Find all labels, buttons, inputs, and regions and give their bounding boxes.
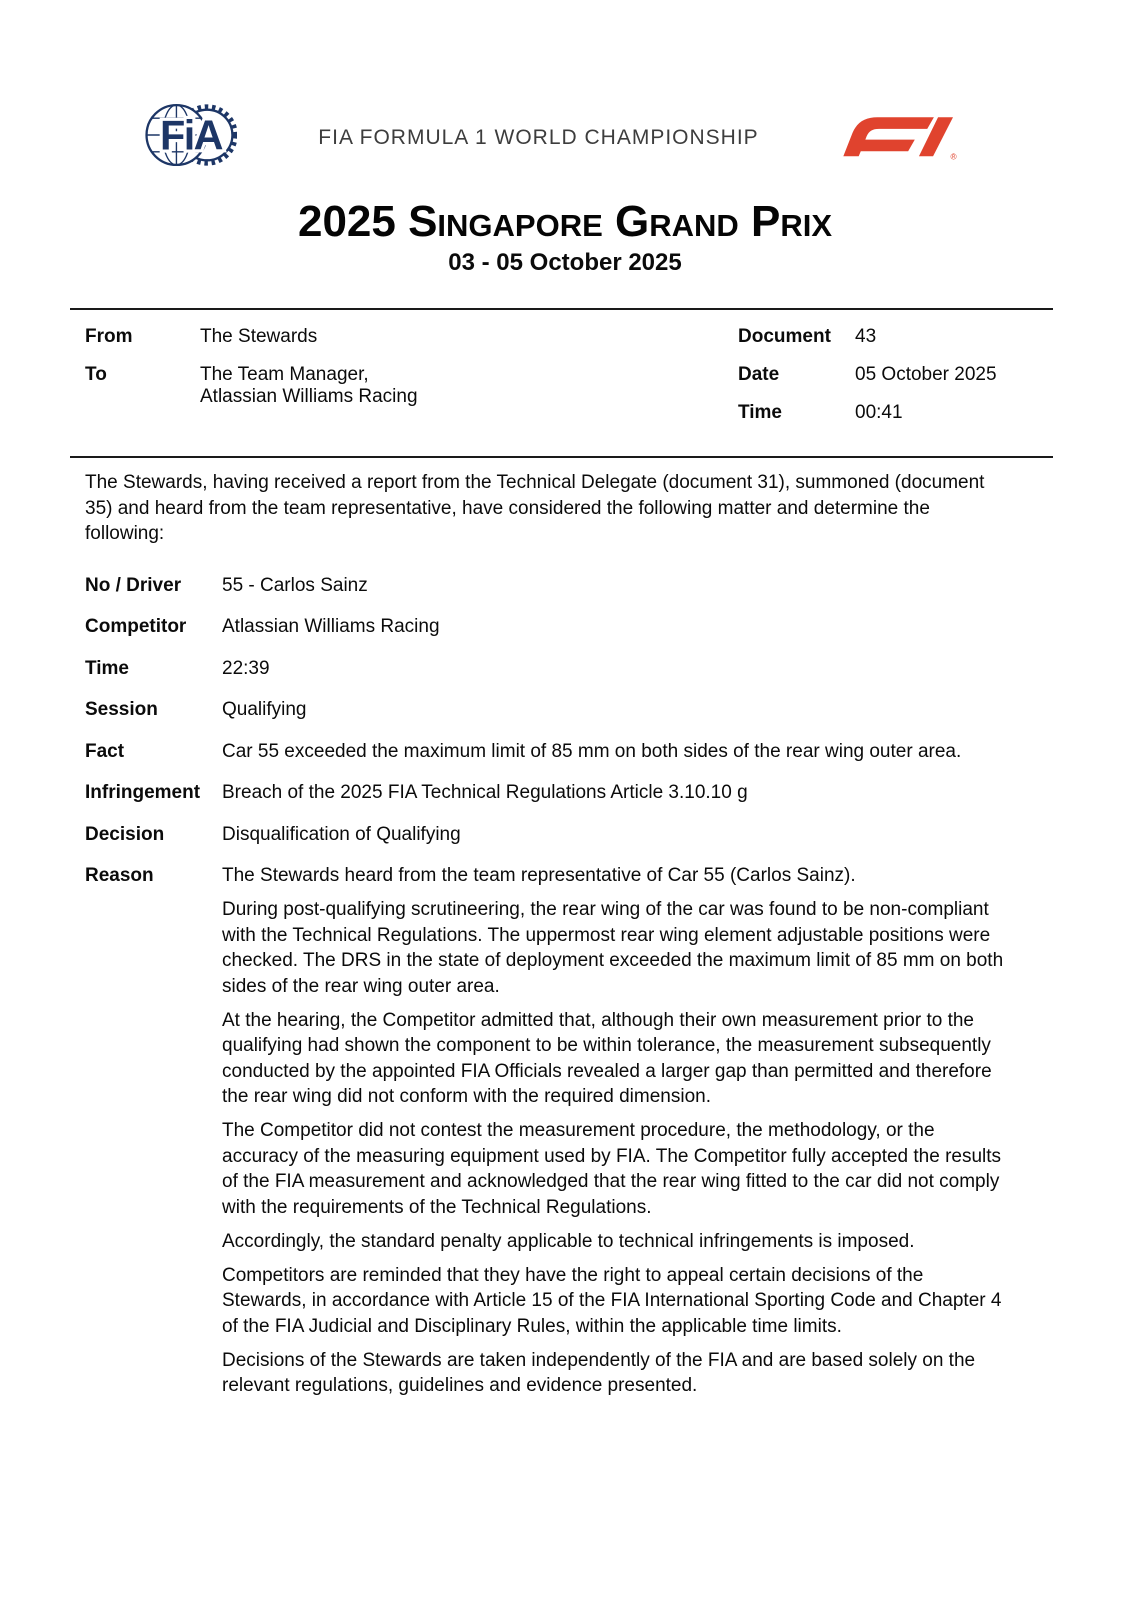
decision-value: Disqualification of Qualifying [222,823,461,845]
from-label: From [85,326,133,347]
document-label: Document [738,326,831,347]
reason-paragraph: Competitors are reminded that they have the right to appeal certain decisions of the Stewards, in accordance with Article 15 of the FIA International Sporting Code and Chapter 4 of the FIA Judicial and Disciplinary Rules, within the applicable time limits. [222,1264,1002,1337]
decision-label: Decision [85,823,165,845]
f1-registered-mark: ® [950,151,957,162]
meta-row-date [738,364,1130,386]
field-row-reason [85,863,1010,1399]
reason-value [222,863,1010,1399]
document-number: 43 [855,326,877,347]
field-row-competitor [85,614,1010,640]
date-label: Date [738,364,780,385]
to-value-line1: The Team Manager, [200,364,369,385]
date-value: 05 October 2025 [855,364,997,385]
decision-fields [85,573,1010,1399]
meta-row-to [85,364,738,408]
fact-label: Fact [85,740,125,762]
to-value [200,364,738,408]
session-label: Session [85,699,158,720]
field-row-fact [85,739,1010,765]
reason-paragraph: The Competitor did not contest the measurement procedure, the methodology, or the accuracy of the measuring equipment used by FIA. The Competitor fully accepted the results of the FIA measurement and acknowledged that the rear wing fitted to the car did not comply with the requirements of the Technical Regulations. [222,1120,1002,1218]
field-row-driver [85,573,1010,599]
page-title: 2025 Singapore Grand Prix [297,197,833,246]
field-row-infringement [85,780,1010,806]
divider-bottom [70,456,1053,458]
title-block [0,198,1130,277]
session-time-label: Time [85,657,130,679]
reason-paragraph: Accordingly, the standard penalty applicable to technical infringements is imposed. [222,1230,915,1252]
meta-left-column [85,326,738,440]
meta-section [0,310,1130,440]
fia-logo-letters: FiA [159,112,223,159]
competitor-value: Atlassian Williams Racing [222,616,440,637]
reason-paragraph: The Stewards heard from the team representative of Car 55 (Carlos Sainz). [222,865,856,886]
fact-value: Car 55 exceeded the maximum limit of 85 mm on both sides of the rear wing outer area. [222,740,962,762]
from-value: The Stewards [200,326,318,347]
field-row-session [85,697,1010,723]
infringement-label: Infringement [85,782,201,803]
reason-paragraph: Decisions of the Stewards are taken independently of the FIA and are based solely on the relevant regulations, guidelines and evidence presented. [222,1349,976,1396]
event-dates: 03 - 05 October 2025 [448,249,682,276]
intro-paragraph: The Stewards, having received a report from the Technical Delegate (document 31), summoned (document 35) and heard from the team representative, have considered the following matter and determine the following: [85,472,985,544]
reason-paragraph: During post-qualifying scrutineering, the rear wing of the car was found to be non-compliant with the Technical Regulations. The uppermost rear wing element adjustable positions were checked. The DRS in the state of deployment exceeded the maximum limit of 85 mm on both sides of the rear wing outer area. [222,899,1004,997]
reason-label: Reason [85,865,154,886]
infringement-value: Breach of the 2025 FIA Technical Regulations Article 3.10.10 g [222,782,748,803]
f1-logo-icon [840,106,958,169]
meta-row-from [85,326,738,348]
to-label: To [85,364,107,385]
fia-logo-icon [145,95,237,180]
to-value-line2: Atlassian Williams Racing [200,386,418,407]
session-time-value: 22:39 [222,657,270,679]
time-value: 00:41 [855,402,903,423]
field-row-time [85,656,1010,682]
driver-label: No / Driver [85,574,182,596]
championship-title: FIA FORMULA 1 WORLD CHAMPIONSHIP [318,125,759,149]
meta-right-column [738,326,1130,440]
document-header [0,0,1130,180]
time-label: Time [738,402,783,423]
meta-row-document [738,326,1130,348]
meta-row-time [738,402,1130,424]
driver-value: 55 - Carlos Sainz [222,574,368,596]
competitor-label: Competitor [85,616,187,637]
session-value: Qualifying [222,699,307,720]
field-row-decision [85,822,1010,848]
reason-paragraph: At the hearing, the Competitor admitted that, although their own measurement prior to the qualifying had shown the component to be within tolerance, the measurement subsequently conducted by the appointed FIA Officials revealed a larger gap than permitted and therefore the rear wing did not conform with the required dimension. [222,1009,992,1107]
